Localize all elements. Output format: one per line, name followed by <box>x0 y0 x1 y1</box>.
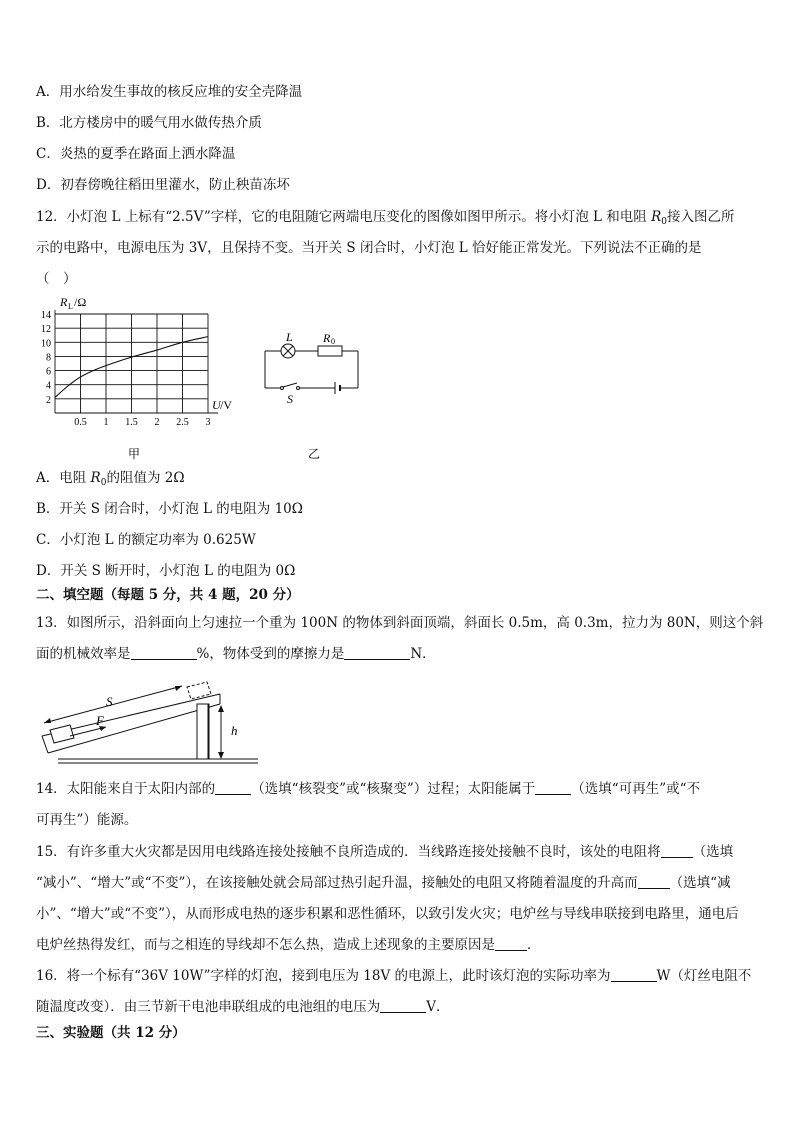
y-tick-label: 12 <box>41 324 51 336</box>
y-tick-label: 4 <box>46 380 51 392</box>
q14-line1-post: （选填“可再生”或“不 <box>571 781 701 797</box>
q13-line2-mid: %，物体受到的摩擦力是 <box>196 646 345 662</box>
q12-option-d: D．开关 S 断开时，小灯泡 L 的电阻为 0Ω <box>36 563 296 579</box>
answer-blank[interactable] <box>638 876 670 889</box>
x-tick-label: 2.5 <box>176 417 189 428</box>
answer-blank[interactable] <box>131 647 197 660</box>
answer-blank[interactable] <box>495 938 527 951</box>
q13-line2 <box>36 645 436 663</box>
q12-option-a-post: 的阻值为 2Ω <box>106 470 185 486</box>
answer-blank[interactable] <box>535 782 571 795</box>
q16-line2 <box>36 998 450 1016</box>
q14-line1 <box>36 780 700 798</box>
answer-blank[interactable] <box>344 647 410 660</box>
y-tick-label: 14 <box>41 310 51 321</box>
graph-grid <box>55 310 218 413</box>
q16-line2-pre: 随温度改变）．由三节新干电池串联组成的电池组的电压为 <box>36 999 381 1015</box>
q13-line2-pre: 面的机械效率是 <box>36 646 131 662</box>
q11-option-b: B．北方楼房中的暖气用水做传热介质 <box>36 115 262 131</box>
q13-line2-post: N． <box>410 646 436 662</box>
label-f: F <box>96 713 104 728</box>
label-s: S <box>287 392 293 406</box>
label-h: h <box>231 723 238 738</box>
x-tick-label: 0.5 <box>74 417 87 428</box>
y-tick-label: 2 <box>46 394 51 406</box>
q15-line4-pre: 电炉丝热得发红，而与之相连的导线却不怎么热，造成上述现象的主要原因是 <box>36 937 495 953</box>
y-tick-label: 10 <box>41 338 51 350</box>
x-tick-label: 1 <box>103 417 109 428</box>
label-r-sub: 0 <box>331 337 335 346</box>
answer-blank[interactable] <box>380 1000 426 1013</box>
q15-line1-pre: 15．有许多重大火灾都是因用电线路连接处接触不良所造成的．当线路连接处接触不良时，该处的电阻将 <box>36 844 661 860</box>
q16-line1-pre: 16．将一个标有“36V 10W”字样的灯泡，接到电压为 18V 的电源上，此时该灯泡的实际功率为 <box>36 968 611 984</box>
label-s: S <box>106 694 113 709</box>
graph-ylabel-unit: /Ω <box>74 295 87 309</box>
q16-line1 <box>36 967 751 985</box>
q12-line1-post: 接入图乙所 <box>667 209 735 225</box>
q15-line4-post: ． <box>527 937 541 953</box>
block <box>50 725 74 743</box>
q16-line1-post: W（灯丝电阻不 <box>656 968 752 984</box>
circuit-yi <box>255 322 375 462</box>
q11-option-d: D．初春傍晚往稻田里灌水，防止秧苗冻坏 <box>36 177 290 193</box>
q15-line2-post: （选填“减 <box>669 875 731 891</box>
length-arrow <box>44 686 182 723</box>
q12-line1-pre: 12．小灯泡 L 上标有“2.5V”字样，它的电阻随它两端电压变化的图像如图甲所示。将小灯泡 L 和电阻 <box>36 209 652 225</box>
label-l: L <box>286 330 293 344</box>
x-tick-label: 3 <box>205 417 211 428</box>
y-tick-label: 8 <box>46 352 51 364</box>
q12-stem-line2: 示的电路中，电源电压为 3V，且保持不变。当开关 S 闭合时，小灯泡 L 恰好能正常发光。下列说法不正确的是 <box>36 240 702 256</box>
x-tick-label: 2 <box>154 417 160 428</box>
answer-blank[interactable] <box>215 782 251 795</box>
q13-line1: 13．如图所示，沿斜面向上匀速拉一个重为 100N 的物体到斜面顶端，斜面长 0.5m，高 0.3m，拉力为 80N，则这个斜 <box>36 615 764 631</box>
q16-line2-post: V． <box>426 999 450 1015</box>
q14-line1-pre: 14．太阳能来自于太阳内部的 <box>36 781 216 797</box>
label-r: R <box>323 331 331 345</box>
graph-jia <box>30 290 250 465</box>
q15-line1-post: （选填 <box>692 844 734 860</box>
q14-line1-mid: （选填“核裂变”或“核聚变”）过程；太阳能属于 <box>251 781 536 797</box>
answer-blank[interactable] <box>611 969 657 982</box>
block-dashed <box>187 682 211 699</box>
q15-line1 <box>36 843 733 861</box>
answer-blank[interactable] <box>661 845 693 858</box>
r0-symbol: R <box>90 470 101 486</box>
q12-stem-line1 <box>36 208 735 231</box>
q12-option-b: B．开关 S 闭合时，小灯泡 L 的电阻为 10Ω <box>36 501 303 517</box>
q15-line2-pre: “减小”、“增大”或“不变”），在该接触处就会局部过热引起升温，接触处的电阻又将随着温度的升高而 <box>36 875 638 891</box>
r0-subscript: 0 <box>100 478 107 488</box>
q12-option-c: C．小灯泡 L 的额定功率为 0.625W <box>36 532 256 548</box>
section2-title: 二、填空题（每题 5 分，共 4 题，20 分） <box>36 587 300 603</box>
q11-option-c: C．炎热的夏季在路面上洒水降温 <box>36 146 236 162</box>
q15-line4 <box>36 936 541 954</box>
resistor-icon <box>318 346 342 356</box>
x-tick-label: 1.5 <box>125 417 138 428</box>
graph-ylabel-r: R <box>60 295 68 309</box>
section3-title: 三、实验题（共 12 分） <box>36 1025 186 1041</box>
q12-option-a-pre: A．电阻 <box>36 470 91 486</box>
q14-line2: 可再生”）能源。 <box>36 812 138 828</box>
q12-stem-line3: （ ） <box>36 271 77 287</box>
circuit-caption-yi: 乙 <box>308 447 321 461</box>
q15-line2 <box>36 874 731 892</box>
r0-subscript: 0 <box>661 217 667 227</box>
support-post <box>197 704 209 759</box>
r0-symbol: R <box>651 209 662 225</box>
y-tick-label: 6 <box>46 366 51 378</box>
graph-caption-jia: 甲 <box>128 447 141 461</box>
q12-option-a <box>36 469 185 492</box>
graph-ylabel-sub: L <box>68 302 73 311</box>
graph-xlabel-unit: /V <box>220 398 232 412</box>
incline-figure <box>30 670 260 770</box>
q11-option-a: A．用水给发生事故的核反应堆的安全壳降温 <box>36 84 303 100</box>
q15-line3: 小”、“增大”或“不变”），从而形成电热的逐步积累和恶性循环，以致引发火灾；电炉丝与导线串联接到电路里，通电后 <box>36 906 739 922</box>
graph-xlabel-u: U <box>212 398 221 412</box>
